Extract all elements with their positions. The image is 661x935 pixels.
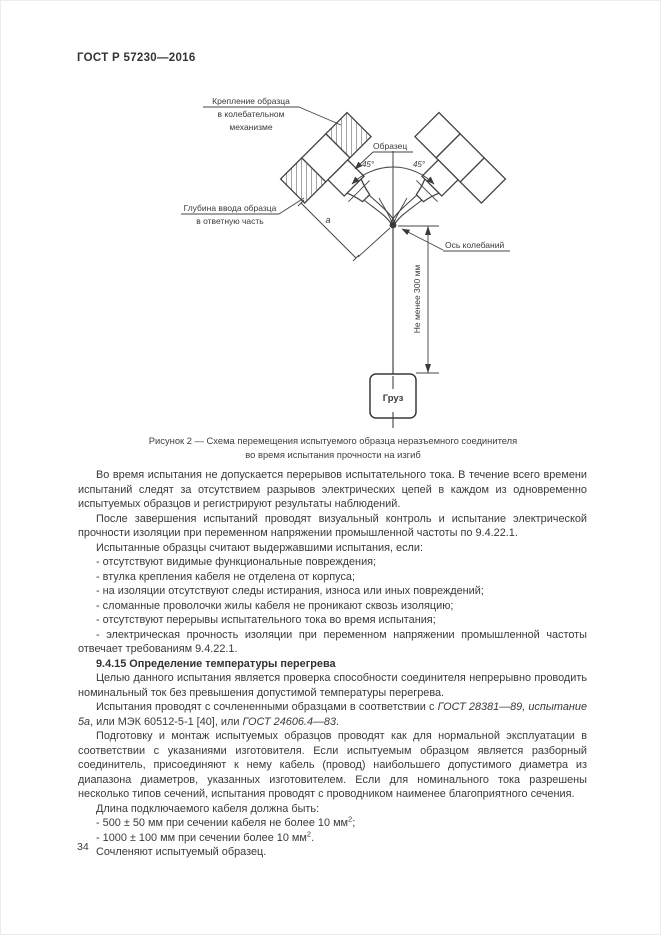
standard-reference: ГОСТ 28381—89, испытание 5а (78, 701, 587, 728)
svg-text:Крепление образца: Крепление образца (212, 96, 290, 106)
list-item (78, 816, 587, 831)
paragraph: Во время испытания не допускается перерывов испытательного тока. В течение всего времени испытаний следят за отсутствием разрывов электрических цепей в каждом из одновременно испытуемых образцов и регистрируют результаты наблюдений. (78, 469, 587, 510)
angle-right-label: 45° (412, 160, 426, 169)
list-item: - на изоляции отсутствуют следы истирания, износа или иных повреждений; (96, 585, 484, 597)
list-item: - отсутствуют перерывы испытательного тока во время испытания; (96, 614, 436, 626)
paragraph: Сочленяют испытуемый образец. (96, 846, 267, 858)
standard-reference: ГОСТ 24606.4—83 (242, 715, 337, 728)
figure-2-diagram (149, 85, 534, 437)
text-segment: Испытания проводят с сочлененными образцами в соответствии с (96, 701, 438, 713)
text-segment: , или МЭК 60512-5-1 [40], или (90, 715, 243, 728)
text-segment: - 1000 ± 100 мм при сечении более 10 мм (96, 831, 307, 844)
list-item (78, 828, 587, 846)
body-text (78, 468, 587, 860)
list-item: - отсутствуют видимые функциональные повреждения; (96, 556, 377, 568)
specimen-label: Образец (373, 141, 408, 151)
angle-left-label: 45° (361, 160, 375, 169)
list-item: - сломанные проволочки жилы кабеля не проникают сквозь изоляцию; (96, 599, 454, 612)
paragraph: Целью данного испытания является проверка способности соединителя непрерывно проводить номинальный ток без превышения допустимой температуры перегрева. (78, 672, 587, 699)
paragraph: После завершения испытаний проводят визуальный контроль и испытание электрической прочности изоляции при переменном напряжении промышленной частоты по 9.4.22.1. (78, 512, 587, 539)
min-length-label: Не менее 300 мм (412, 264, 422, 334)
text-segment: . (311, 831, 315, 844)
oscillation-axis-label (402, 229, 510, 251)
list-item: - втулка крепления кабеля не отделена от корпуса; (96, 570, 355, 583)
section-heading: 9.4.15 Определение температуры перегрева (96, 657, 336, 670)
depth-dimension-letter: а (325, 215, 331, 225)
insertion-depth-label (181, 198, 304, 226)
figure-caption (77, 434, 589, 461)
paragraph (78, 700, 587, 729)
page-number: 34 (77, 841, 89, 853)
paragraph: Длина подключаемого кабеля должна быть: (96, 802, 320, 815)
svg-text:механизме: механизме (229, 122, 273, 132)
figure-caption-line1: Рисунок 2 — Схема перемещения испытуемого образца неразъемного соединителя (148, 435, 518, 446)
list-item: - электрическая прочность изоляции при переменном напряжении промышленной частоты отвечает требованиям 9.4.22.1. (78, 628, 587, 655)
svg-text:в ответную часть: в ответную часть (196, 216, 264, 226)
standard-number-header: ГОСТ Р 57230—2016 (77, 52, 196, 64)
superscript: 2 (306, 828, 312, 838)
weight-label: Груз (382, 393, 404, 404)
text-segment: ; (352, 817, 356, 829)
clamp-label (203, 96, 341, 132)
text-segment: . (336, 715, 340, 728)
svg-text:Ось колебаний: Ось колебаний (445, 240, 505, 250)
svg-text:в колебательном: в колебательном (217, 109, 285, 119)
text-segment: - 500 ± 50 мм при сечении кабеля не более 10 мм (96, 817, 349, 829)
svg-text:Глубина ввода образца: Глубина ввода образца (183, 203, 277, 213)
paragraph: Подготовку и монтаж испытуемых образцов проводят как для нормальной эксплуатации в соответствии с указаниями изготовителя. Если испытуемым образцом является разборный соединитель, присоединяют к нему кабель (провод) наибольшего допустимого диаметра из диапазона диаметров, указанных изготовителем. Если для номинального тока разрешены несколько типов сечений, испытания проводят с проводником наименее благоприятного сечения. (78, 730, 587, 800)
figure-caption-line2: во время испытания прочности на изгиб (245, 448, 421, 460)
paragraph: Испытанные образцы считают выдержавшими испытания, если: (96, 541, 423, 554)
superscript: 2 (348, 814, 353, 824)
